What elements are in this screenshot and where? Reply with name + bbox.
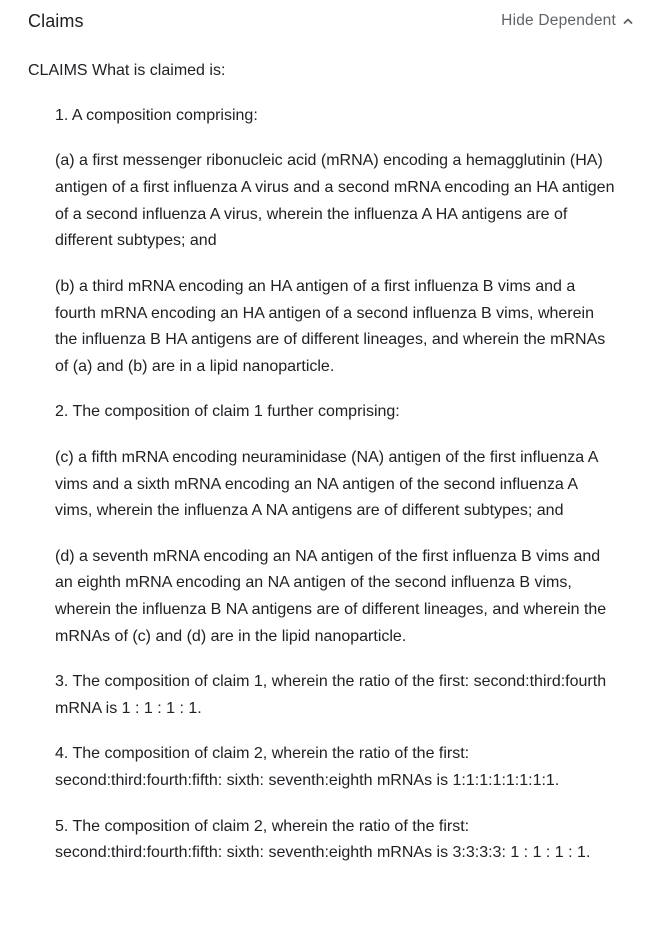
claim-paragraph: (c) a fifth mRNA encoding neuraminidase (NA) antigen of the first influenza A vims and a sixth mRNA encoding an NA antigen of the second influenza A vims, wherein the influenza A NA antigens are of different subtypes; and: [55, 448, 598, 520]
claim-paragraph: 5. The composition of claim 2, wherein the ratio of the first: second:third:fourth:fifth: sixth: seventh:eighth mRNAs is 3:3:3:3: 1 : 1 : 1 : 1.: [55, 817, 591, 862]
chevron-up-icon: [622, 15, 634, 27]
claim-paragraph: 3. The composition of claim 1, wherein the ratio of the first: second:third:fourth mRNA is 1 : 1 : 1 : 1.: [55, 673, 607, 718]
hide-dependent-toggle[interactable]: [501, 12, 634, 30]
claims-intro: CLAIMS What is claimed is:: [28, 62, 226, 79]
claim-paragraph: (b) a third mRNA encoding an HA antigen of a first influenza B vims and a fourth mRNA encoding an HA antigen of a second influenza B vims, wherein the influenza B HA antigens are of different lineages, and wherein the mRNAs of (a) and (b) are in a lipid nanoparticle.: [55, 277, 606, 376]
claims-header: [28, 8, 634, 34]
toggle-label: Hide Dependent: [501, 12, 616, 29]
claim-paragraph: (d) a seventh mRNA encoding an NA antigen of the first influenza B vims and an eighth mRNA encoding an NA antigen of the second influenza B vims, wherein the influenza B NA antigens are of different lineages, and wherein the mRNAs of (c) and (d) are in the lipid nanoparticle.: [55, 547, 607, 646]
claims-body: [28, 58, 618, 886]
claim-paragraph: 1. A composition comprising:: [55, 106, 258, 124]
claim-paragraph: 4. The composition of claim 2, wherein the ratio of the first: second:third:fourth:fifth: sixth: seventh:eighth mRNAs is 1:1:1:1:1:1:1:1.: [55, 745, 560, 790]
claim-paragraph: 2. The composition of claim 1 further comprising:: [55, 403, 400, 421]
section-title: Claims: [28, 10, 84, 31]
claim-paragraph: (a) a first messenger ribonucleic acid (mRNA) encoding a hemagglutinin (HA) antigen of a first influenza A virus and a second mRNA encoding an HA antigen of a second influenza A virus, wherein the influenza A HA antigens are of different subtypes; and: [55, 152, 615, 250]
